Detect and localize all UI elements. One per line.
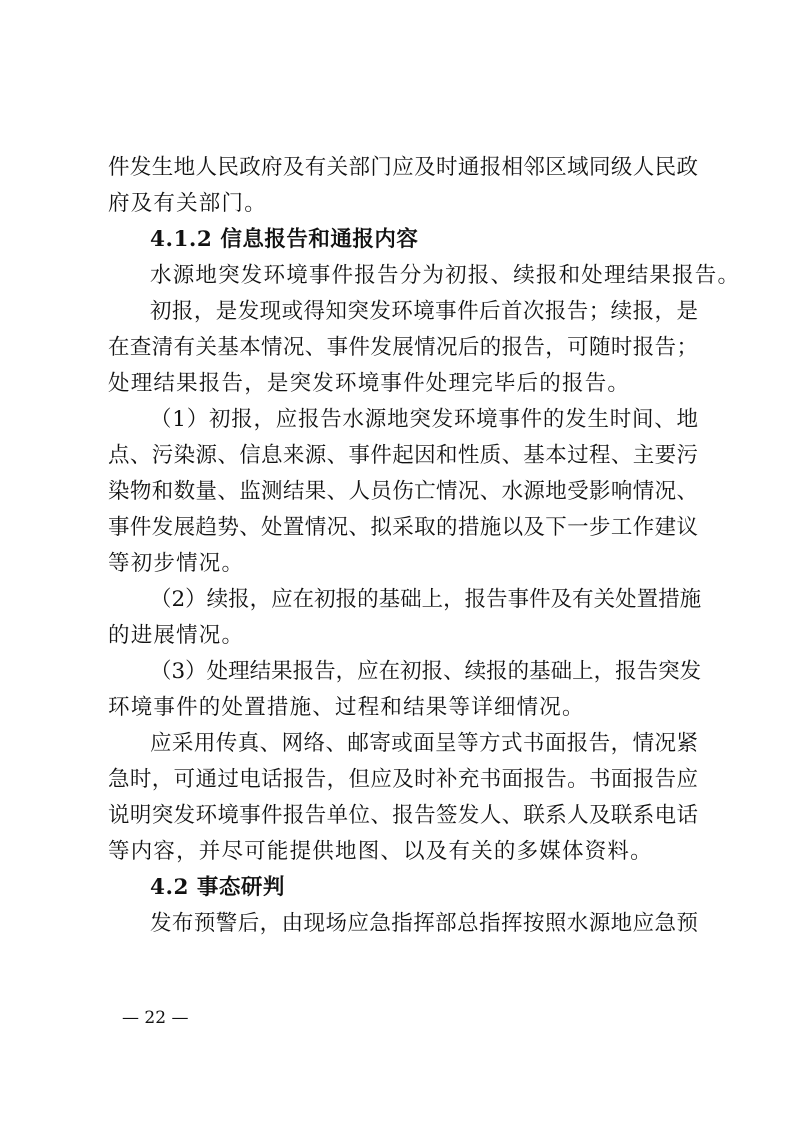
body-text-line: 件发生地人民政府及有关部门应及时通报相邻区域同级人民政 (108, 155, 698, 180)
list-item-3-line: （3）处理结果报告，应在初报、续报的基础上，报告突发 (150, 659, 702, 684)
body-text-line: 应采用传真、网络、邮寄或面呈等方式书面报告，情况紧 (150, 731, 698, 756)
list-item-3-line: 环境事件的处置措施、过程和结果等详细情况。 (108, 695, 585, 720)
list-item-1-line: 事件发展趋势、处置情况、拟采取的措施以及下一步工作建议 (108, 515, 698, 540)
page-number: — 22 — (122, 1008, 189, 1028)
body-text-line: 在查清有关基本情况、事件发展情况后的报告，可随时报告； (108, 335, 698, 360)
section-heading-4-1-2: 4.1.2 信息报告和通报内容 (150, 227, 419, 252)
list-item-2-line: （2）续报，应在初报的基础上，报告事件及有关处置措施 (150, 587, 702, 612)
list-item-1-line: 等初步情况。 (108, 551, 245, 576)
body-text-line: 初报，是发现或得知突发环境事件后首次报告；续报，是 (150, 299, 698, 324)
body-text-line: 处理结果报告，是突发环境事件处理完毕后的报告。 (108, 371, 631, 396)
body-text-line: 府及有关部门。 (108, 191, 267, 216)
body-text-line: 水源地突发环境事件报告分为初报、续报和处理结果报告。 (150, 263, 741, 288)
list-item-1-line: （1）初报，应报告水源地突发环境事件的发生时间、地 (150, 407, 698, 432)
body-text-line: 说明突发环境事件报告单位、报告签发人、联系人及联系电话 (108, 803, 698, 828)
body-text-line: 等内容，并尽可能提供地图、以及有关的多媒体资料。 (108, 839, 653, 864)
body-text-line: 发布预警后，由现场应急指挥部总指挥按照水源地应急预 (150, 911, 698, 936)
list-item-1-line: 点、污染源、信息来源、事件起因和性质、基本过程、主要污 (108, 443, 698, 468)
body-text-line: 急时，可通过电话报告，但应及时补充书面报告。书面报告应 (108, 767, 698, 792)
section-heading-4-2: 4.2 事态研判 (150, 875, 285, 900)
list-item-2-line: 的进展情况。 (108, 623, 245, 648)
list-item-1-line: 染物和数量、监测结果、人员伤亡情况、水源地受影响情况、 (108, 479, 698, 504)
